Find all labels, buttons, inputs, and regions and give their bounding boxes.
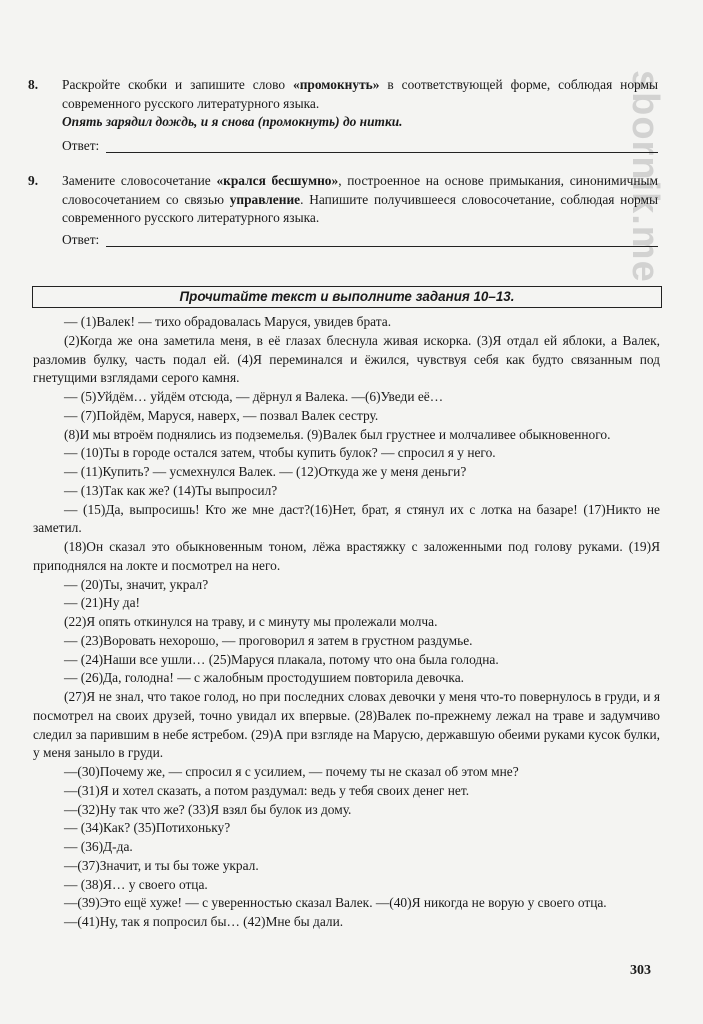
text-paragraph: — (5)Уйдём… уйдём отсюда, — дёрнул я Валека. —(6)Уведи её… [64,389,444,404]
reading-text [33,313,660,932]
task-8-example: Опять зарядил дождь, и я снова (промокнуть) до нитки. [62,114,403,129]
answer-line[interactable] [106,246,658,247]
text-paragraph: — (23)Воровать нехорошо, — проговорил я затем в грустном раздумье. [64,632,473,648]
watermark: sbornik.me [624,70,666,283]
text-paragraph: — (11)Купить? — усмехнулся Валек. — (12)Откуда же у меня деньги? [64,464,467,479]
text-paragraph: —(32)Ну так что же? (33)Я взял бы булок из дому. [64,801,352,817]
task-8 [28,76,658,132]
text-paragraph: — (1)Валек! — тихо обрадовалась Маруся, увидев брата. [64,314,392,329]
text-paragraph: — (38)Я… у своего отца. [64,876,208,892]
text-paragraph: — (36)Д-да. [64,839,133,854]
text-paragraph: — (24)Наши все ушли… (25)Маруся плакала, потому что она была голодна. [64,651,499,667]
text-paragraph: — (34)Как? (35)Потихоньку? [64,820,231,836]
answer-label: Ответ: [62,138,100,153]
text-paragraph: (2)Когда же она заметила меня, в её глазах блеснула живая искорка. (3)Я отдал ей яблоки, а Валек, разломив булку, часть подал ей. (4)Я переминался и ёжился, чувствуя себя как будто связанным под гнетущими взглядами серого камня. [33,332,660,386]
text-paragraph: — (7)Пойдём, Маруся, наверх, — позвал Валек сестру. [64,407,379,423]
answer-label: Ответ: [62,232,100,247]
text-paragraph: (22)Я опять откинулся на траву, и с минуту мы пролежали молча. [64,614,438,629]
text-paragraph: — (10)Ты в городе остался затем, чтобы купить булок? — спросил я у него. [64,445,496,461]
text-paragraph: — (15)Да, выпросишь! Кто же мне даст?(16)Нет, брат, я стянул их с лотка на базаре! (17)Никто не заметил. [33,501,660,536]
text-paragraph: —(30)Почему же, — спросил я с усилием, — почему ты не сказал об этом мне? [64,764,519,779]
answer-line[interactable] [106,152,658,153]
task-9-text: Замените словосочетание «крался бесшумно», построенное на основе примыкания, синонимичным словосочетанием со связью управление. Напишите получившееся словосочетание, соблюдая нормы современного русского литературного языка. [62,173,659,225]
task-8-text: Раскройте скобки и запишите слово «промокнуть» в соответствующей форме, соблюдая нормы современного русского литературного языка. Опять зарядил дождь, и я снова (промокнуть) до нитки. [62,76,658,132]
section-header: Прочитайте текст и выполните задания 10–13. [32,286,662,308]
text-paragraph: (27)Я не знал, что такое голод, но при последних словах девочки у меня что-то повернулось в груди, и я посмотрел на своих друзей, точно увидал их впервые. (28)Валек по-прежнему лежал на траве и задумчиво следил за парившим в небе ястребом. (29)А при взгляде на Марусю, державшую обеими руками кусок булки, у меня заныло в груди. [33,689,660,761]
text-paragraph: — (21)Ну да! [64,595,140,611]
text-paragraph: — (26)Да, голодна! — с жалобным простодушием повторила девочка. [64,670,465,686]
text-paragraph: —(39)Это ещё хуже! — с уверенностью сказал Валек. —(40)Я никогда не ворую у своего отца. [64,895,607,911]
text-paragraph: — (13)Так как же? (14)Ты выпросил? [64,482,278,498]
task-8-answer [62,138,658,156]
text-paragraph: (18)Он сказал это обыкновенным тоном, лёжа врастяжку с заложенными под голову руками. (19)Я приподнялся на локте и посмотрел на него. [33,539,660,573]
task-number: 8. [28,77,39,92]
text-paragraph: —(41)Ну, так я попросил бы… (42)Мне бы дали. [64,914,344,929]
text-paragraph: (8)И мы втроём поднялись из подземелья. (9)Валек был грустнее и молчаливее обыкновенного. [64,426,611,442]
text-paragraph: — (20)Ты, значит, украл? [64,576,209,592]
task-9-answer [62,232,658,250]
task-9 [28,172,658,228]
text-paragraph: —(37)Значит, и ты бы тоже украл. [64,857,259,873]
text-paragraph: —(31)Я и хотел сказать, а потом раздумал: ведь у тебя своих денег нет. [64,782,470,798]
page-number: 303 [630,963,651,978]
task-number: 9. [28,173,39,188]
